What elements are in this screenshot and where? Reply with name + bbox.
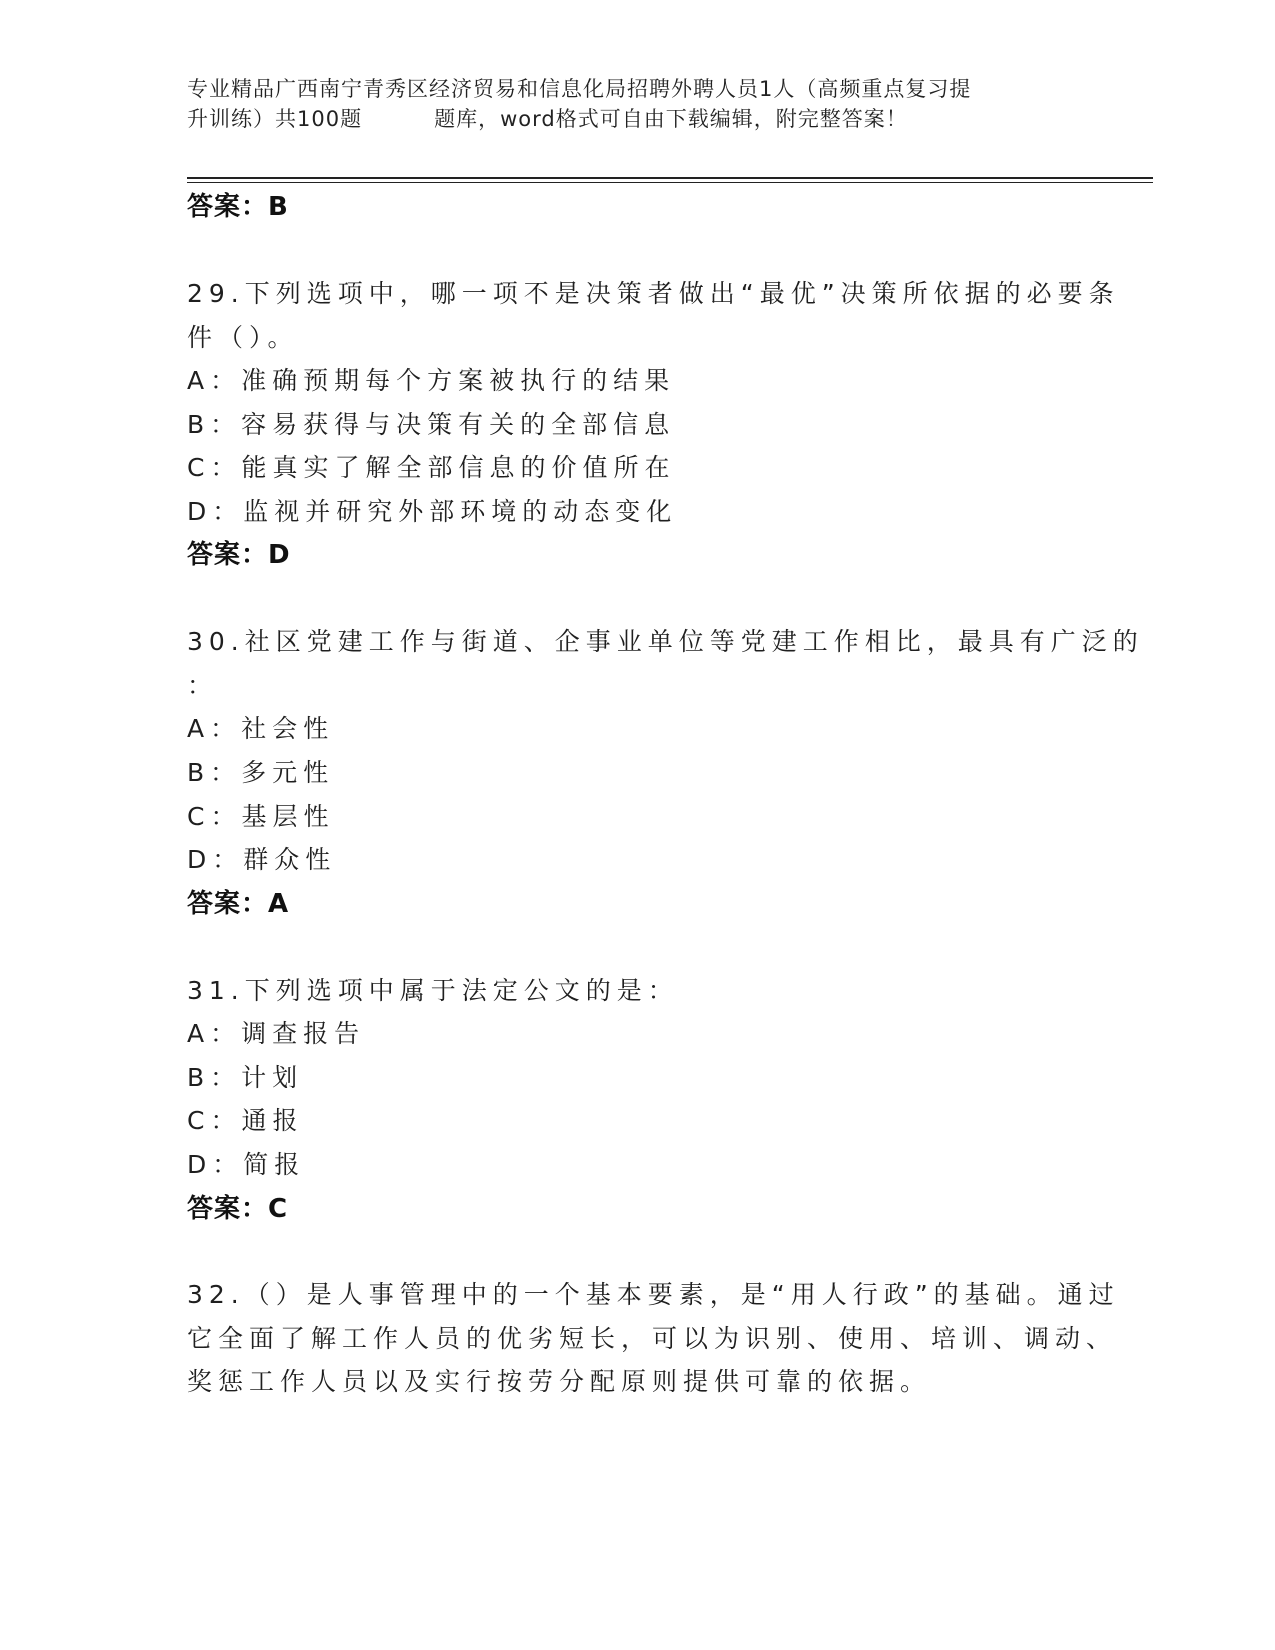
option-c: C：基层性 xyxy=(187,802,335,831)
option-a: A：准确预期每个方案被执行的结果 xyxy=(187,366,676,395)
option-a: A：调查报告 xyxy=(187,1019,366,1048)
question-stem-continuation: 奖惩工作人员以及实行按劳分配原则提供可靠的依据。 xyxy=(187,1367,932,1396)
question-stem: 31.下列选项中属于法定公文的是： xyxy=(187,976,679,1005)
question-stem-continuation: 它全面了解工作人员的优劣短长，可以为识别、使用、培训、调动、 xyxy=(187,1324,1118,1353)
header-line-2-part-a: 升训练）共100题 xyxy=(187,107,363,131)
question-stem: 29.下列选项中，哪一项不是决策者做出“最优”决策所依据的必要条 xyxy=(187,279,1120,308)
option-b: B：计划 xyxy=(187,1063,304,1092)
answer-line: 答案：A xyxy=(187,889,290,919)
question-stem-continuation: ： xyxy=(187,671,219,700)
option-c: C：能真实了解全部信息的价值所在 xyxy=(187,453,676,482)
option-d: D：简报 xyxy=(187,1150,306,1179)
question-stem: 30.社区党建工作与街道、企事业单位等党建工作相比，最具有广泛的 xyxy=(187,627,1144,656)
answer-line: 答案：D xyxy=(187,540,291,570)
answer-line: 答案：C xyxy=(187,1194,289,1224)
page-header xyxy=(187,74,1087,134)
option-a: A：社会性 xyxy=(187,714,335,743)
answer-line: 答案：B xyxy=(187,192,289,222)
option-b: B：多元性 xyxy=(187,758,335,787)
header-line-1: 专业精品广西南宁青秀区经济贸易和信息化局招聘外聘人员1人（高频重点复习提 xyxy=(187,77,972,101)
option-c: C：通报 xyxy=(187,1106,304,1135)
question-stem: 32.（）是人事管理中的一个基本要素，是“用人行政”的基础。通过 xyxy=(187,1280,1120,1309)
header-divider-thick xyxy=(187,177,1153,179)
header-line-2 xyxy=(187,104,1087,134)
option-d: D：群众性 xyxy=(187,845,337,874)
header-divider-thin xyxy=(187,182,1153,183)
option-d: D：监视并研究外部环境的动态变化 xyxy=(187,497,678,526)
header-line-2-part-b: 题库，word格式可自由下载编辑，附完整答案！ xyxy=(434,107,908,131)
option-b: B：容易获得与决策有关的全部信息 xyxy=(187,410,676,439)
question-stem-continuation: 件（）。 xyxy=(187,323,299,352)
